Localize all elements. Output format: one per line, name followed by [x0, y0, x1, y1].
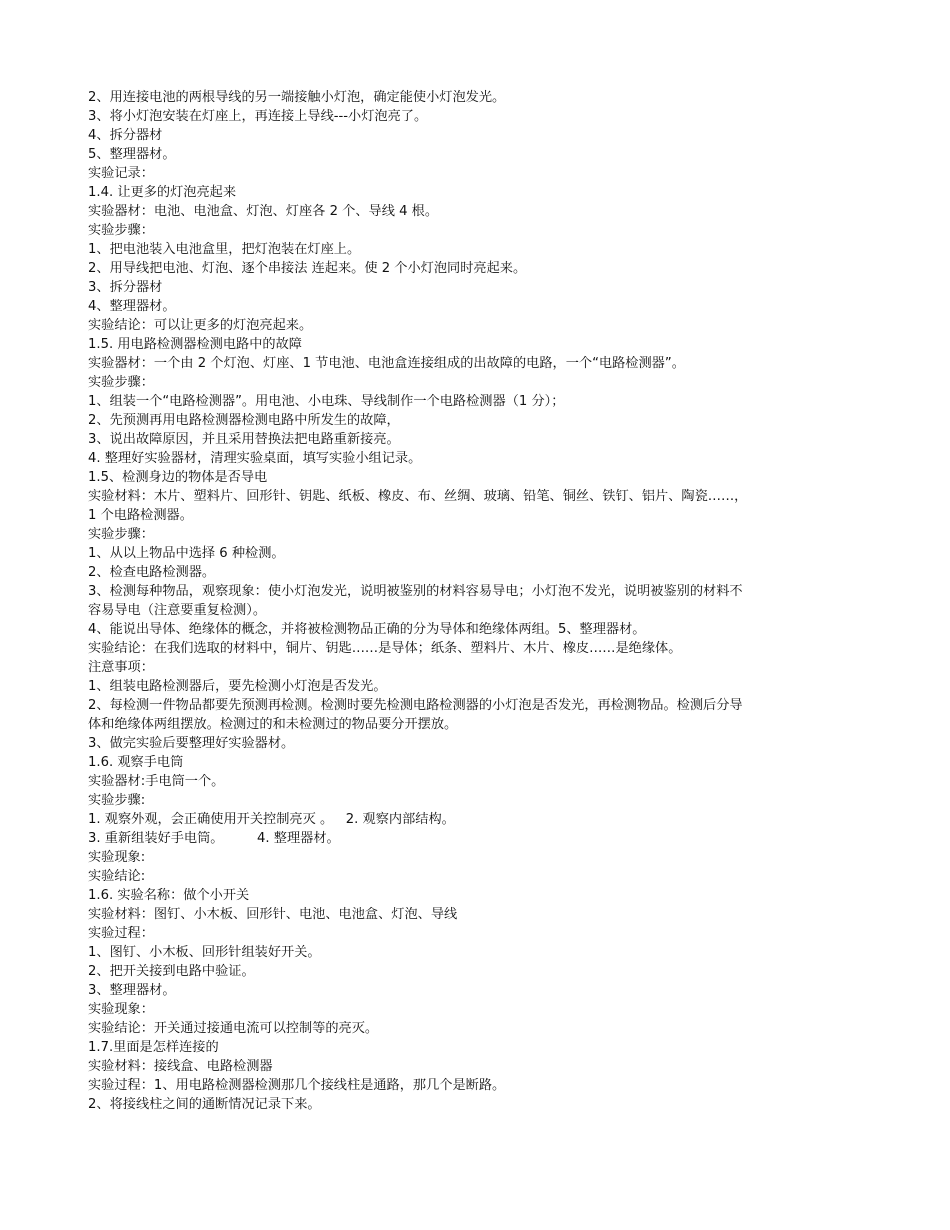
document-line: 3、做完实验后要整理好实验器材。	[88, 736, 295, 751]
document-line: 4、拆分器材	[88, 128, 163, 143]
document-line: 1. 观察外观，会正确使用开关控制亮灭 。 2. 观察内部结构。	[88, 812, 455, 827]
document-line: 1.5、检测身边的物体是否导电	[88, 470, 268, 485]
document-line: 2、用导线把电池、灯泡、逐个串接法 连起来。使 2 个小灯泡同时亮起来。	[88, 261, 527, 276]
document-line: 1.7.里面是怎样连接的	[88, 1040, 219, 1055]
document-line: 3、将小灯泡安装在灯座上，再连接上导线---小灯泡亮了。	[88, 109, 428, 124]
document-line: 3、拆分器材	[88, 280, 163, 295]
document-line: 实验步骤:	[88, 793, 146, 808]
document-line: 1、把电池装入电池盒里，把灯泡装在灯座上。	[88, 242, 361, 257]
document-line: 2、每检测一件物品都要先预测再检测。检测时要先检测电路检测器的小灯泡是否发光，再检测物品。检测后分导 体和绝缘体两组摆放。检测过的和未检测过的物品要分开摆放。	[88, 698, 743, 732]
document-line: 4、能说出导体、绝缘体的概念，并将被检测物品正确的分为导体和绝缘体两组。5、整理器材。	[88, 622, 646, 637]
document-line: 实验记录：	[88, 166, 154, 181]
document-line: 实验结论:	[88, 869, 146, 884]
document-line: 实验过程：1、用电路检测器检测那几个接线柱是通路，那几个是断路。	[88, 1078, 506, 1093]
document-line: 实验器材：一个由 2 个灯泡、灯座、1 节电池、电池盒连接组成的出故障的电路，一个“电路检测器”。	[88, 356, 685, 371]
document-line: 实验步骤：	[88, 375, 154, 390]
document-line: 实验器材：电池、电池盒、灯泡、灯座各 2 个、导线 4 根。	[88, 204, 439, 219]
document-line: 3. 重新组装好手电筒。 4. 整理器材。	[88, 831, 340, 846]
document-line: 3、检测每种物品，观察现象：使小灯泡发光，说明被鉴别的材料容易导电；小灯泡不发光，说明被鉴别的材料不 容易导电（注意要重复检测）。	[88, 584, 743, 618]
document-line: 实验结论：在我们选取的材料中，铜片、钥匙……是导体；纸条、塑料片、木片、橡皮……是绝缘体。	[88, 641, 682, 656]
document-line: 实验结论：开关通过接通电流可以控制等的亮灭。	[88, 1021, 379, 1036]
document-line: 实验结论：可以让更多的灯泡亮起来。	[88, 318, 313, 333]
document-line: 实验材料：接线盒、电路检测器	[88, 1059, 273, 1074]
document-line: 1、从以上物品中选择 6 种检测。	[88, 546, 285, 561]
document-line: 2、将接线柱之间的通断情况记录下来。	[88, 1097, 321, 1112]
document-line: 2、先预测再用电路检测器检测电路中所发生的故障，	[88, 413, 400, 428]
document-line: 实验现象:	[88, 850, 146, 865]
document-line: 注意事项：	[88, 660, 154, 675]
document-line: 实验材料：木片、塑料片、回形针、钥匙、纸板、橡皮、布、丝绸、玻璃、铅笔、铜丝、铁钉、铝片、陶瓷……， 1 个电路检测器。	[88, 489, 748, 523]
document-line: 3、整理器材。	[88, 983, 176, 998]
document-line: 1、图钉、小木板、回形针组装好开关。	[88, 945, 321, 960]
document-line: 3、说出故障原因，并且采用替换法把电路重新接亮。	[88, 432, 400, 447]
document-line: 1、组装一个“电路检测器”。用电池、小电珠、导线制作一个电路检测器（1 分）；	[88, 394, 565, 409]
document-line: 4. 整理好实验器材，清理实验桌面，填写实验小组记录。	[88, 451, 422, 466]
document-line: 4、整理器材。	[88, 299, 176, 314]
document-line: 1.6. 观察手电筒	[88, 755, 184, 770]
document-line: 实验过程：	[88, 926, 154, 941]
document-line: 实验材料：图钉、小木板、回形针、电池、电池盒、灯泡、导线	[88, 907, 458, 922]
document-line: 2、把开关接到电路中验证。	[88, 964, 255, 979]
document-line: 实验步骤：	[88, 223, 154, 238]
document-line: 实验步骤：	[88, 527, 154, 542]
document-line: 2、用连接电池的两根导线的另一端接触小灯泡，确定能使小灯泡发光。	[88, 90, 506, 105]
document-line: 5、整理器材。	[88, 147, 176, 162]
document-line: 实验现象：	[88, 1002, 154, 1017]
document-line: 1.6. 实验名称：做个小开关	[88, 888, 250, 903]
document-line: 实验器材:手电筒一个。	[88, 774, 225, 789]
document-line: 2、检查电路检测器。	[88, 565, 216, 580]
document-body	[88, 88, 890, 1114]
document-line: 1.5. 用电路检测器检测电路中的故障	[88, 337, 302, 352]
document-line: 1、组装电路检测器后，要先检测小灯泡是否发光。	[88, 679, 387, 694]
document-line: 1.4. 让更多的灯泡亮起来	[88, 185, 237, 200]
